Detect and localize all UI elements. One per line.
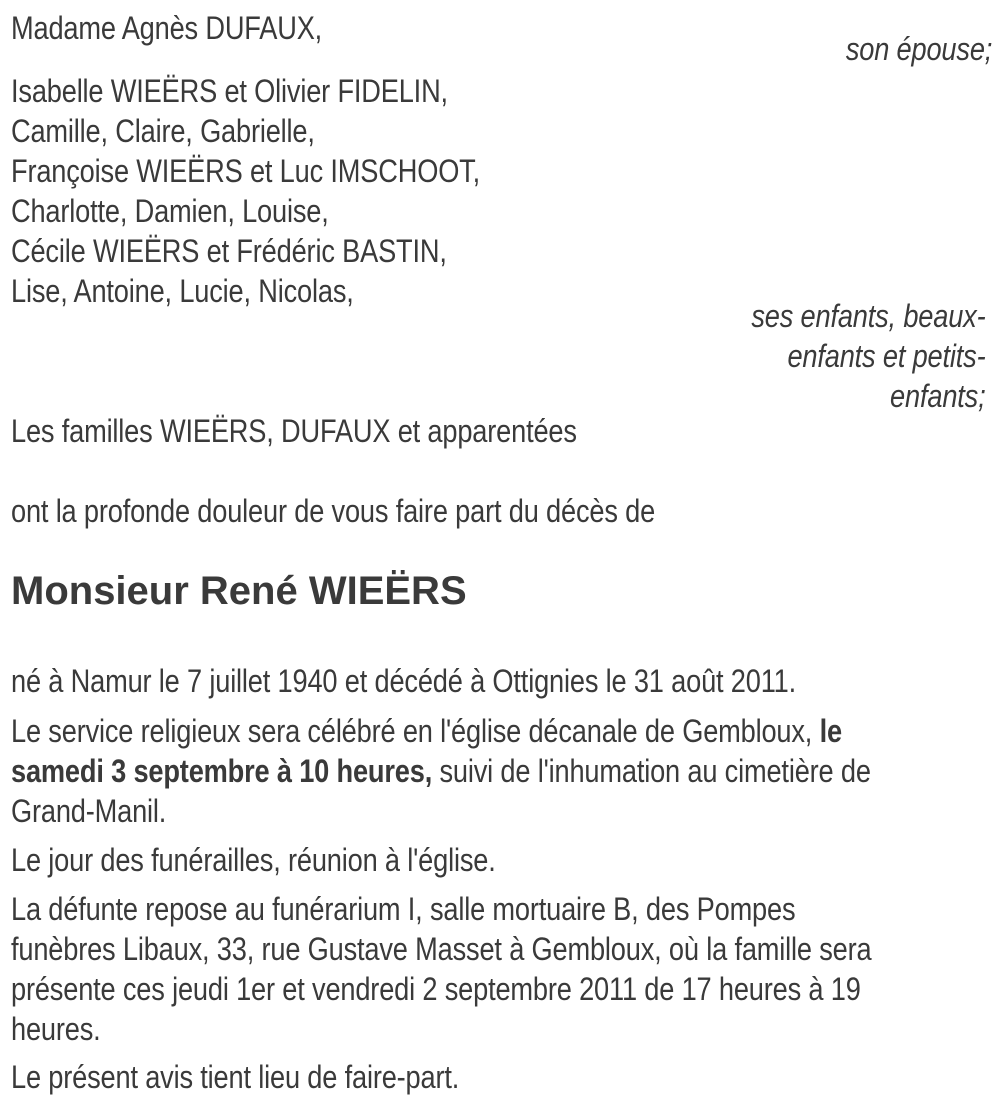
families-line: Les familles WIEËRS, DUFAUX et apparentées [11,413,577,449]
text-line [11,791,871,831]
reunion-line: Le jour des funérailles, réunion à l'église. [11,842,496,878]
text-line: Charlotte, Damien, Louise, [11,193,329,229]
closing-line: Le présent avis tient lieu de faire-part. [11,1059,460,1095]
text-segment: Grand-Manil. [11,793,167,829]
bold-text-segment: le [819,713,842,749]
repose-paragraph [11,889,871,1049]
text-line: Cécile WIEËRS et Frédéric BASTIN, [11,233,447,269]
text-segment: suivi de l'inhumation au cimetière de [432,753,871,789]
text-line: présente ces jeudi 1er et vendredi 2 septembre 2011 de 17 heures à 19 [11,971,861,1007]
life-dates-line: né à Namur le 7 juillet 1940 et décédé à Ottignies le 31 août 2011. [11,663,797,699]
text-line [11,751,871,791]
children-role-lines [751,296,985,416]
spouse-role-line: son épouse; [845,31,992,67]
bold-text-segment: samedi 3 septembre à 10 heures, [11,753,433,789]
text-line [11,711,871,751]
text-line: La défunte repose au funérarium I, salle mortuaire B, des Pompes [11,891,796,927]
text-line: ses enfants, beaux- [750,298,985,334]
text-line: funèbres Libaux, 33, rue Gustave Masset à Gembloux, où la famille sera [11,931,872,967]
service-paragraph [11,711,871,831]
text-line: Françoise WIEËRS et Luc IMSCHOOT, [11,153,481,189]
text-line: Isabelle WIEËRS et Olivier FIDELIN, [11,73,448,109]
text-segment: Le service religieux sera célébré en l'église décanale de Gembloux, [11,713,820,749]
deceased-name: Monsieur René WIEËRS [11,569,467,613]
spouse-name-line: Madame Agnès DUFAUX, [11,10,323,46]
announcement-line: ont la profonde douleur de vous faire part du décès de [11,493,656,529]
text-line: heures. [11,1011,101,1047]
text-line: Lise, Antoine, Lucie, Nicolas, [11,273,354,309]
text-line: Camille, Claire, Gabrielle, [11,113,315,149]
children-name-lines [11,71,480,311]
text-line: enfants; [889,378,985,414]
text-line: enfants et petits- [786,338,985,374]
